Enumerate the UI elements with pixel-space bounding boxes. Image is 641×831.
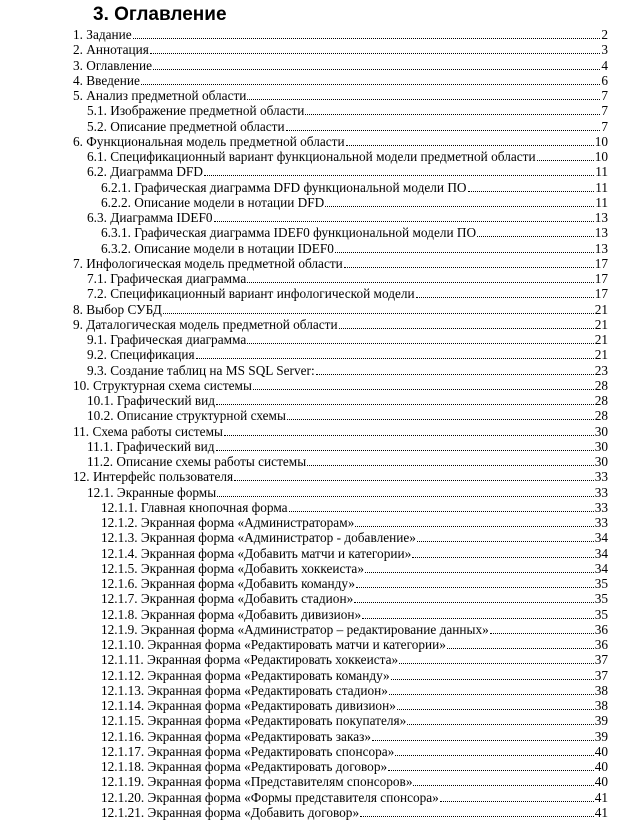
toc-entry-page-number: 34 xyxy=(594,530,608,546)
toc-entry[interactable] xyxy=(73,58,608,73)
toc-entry-label: 6.2. Диаграмма DFD xyxy=(87,164,203,180)
dot-leader xyxy=(224,435,594,436)
dot-leader xyxy=(305,114,600,115)
dot-leader xyxy=(344,267,594,268)
toc-entry-label: 6.2.1. Графическая диаграмма DFD функциональной модели ПО xyxy=(101,179,467,195)
toc-entry-label: 11.1. Графический вид xyxy=(87,438,215,454)
dot-leader xyxy=(316,374,594,375)
dot-leader xyxy=(417,541,594,542)
toc-entry-page-number: 30 xyxy=(594,454,608,469)
dot-leader xyxy=(214,221,594,222)
toc-entry-label: 6.1. Спецификационный вариант функциональной модели предметной области xyxy=(87,149,536,164)
toc-entry-label: 12.1.7. Экранная форма «Добавить стадион» xyxy=(101,591,354,607)
dot-leader xyxy=(247,99,600,100)
dot-leader xyxy=(372,740,594,741)
dot-leader xyxy=(234,480,594,481)
dot-leader xyxy=(395,755,593,756)
toc-entry-label: 9. Даталогическая модель предметной области xyxy=(73,316,338,332)
toc-entry-page-number: 40 xyxy=(594,743,608,759)
toc-entry[interactable] xyxy=(87,408,608,423)
toc-entry-page-number: 7 xyxy=(601,88,608,103)
dot-leader xyxy=(440,801,594,802)
toc-entry-label: 6. Функциональная модель предметной области xyxy=(73,133,345,149)
toc-entry-label: 12.1.18. Экранная форма «Редактировать договор» xyxy=(101,759,388,774)
dot-leader xyxy=(204,175,594,176)
toc-entry-label: 12.1.13. Экранная форма «Редактировать стадион» xyxy=(101,682,388,698)
dot-leader xyxy=(391,679,594,680)
toc-entry-page-number: 23 xyxy=(594,362,608,378)
toc-entry-page-number: 28 xyxy=(594,393,608,408)
toc-entry-label: 12.1.6. Экранная форма «Добавить команду» xyxy=(101,576,356,591)
dot-leader xyxy=(286,130,601,131)
toc-entry-page-number: 6 xyxy=(601,72,608,88)
toc-entry-label: 12.1.17. Экранная форма «Редактировать спонсора» xyxy=(101,743,395,759)
toc-entry-label: 5.1. Изображение предметной области xyxy=(87,103,305,119)
toc-entry-label: 12.1.4. Экранная форма «Добавить матчи и категории» xyxy=(101,545,412,561)
toc-entry-label: 12.1.15. Экранная форма «Редактировать покупателя» xyxy=(101,713,407,729)
page-title: 3. Оглавление xyxy=(93,4,227,25)
toc-entry-page-number: 21 xyxy=(594,301,608,317)
toc-entry-label: 4. Введение xyxy=(73,72,140,88)
toc-entry-label: 6.3. Диаграмма IDEF0 xyxy=(87,210,213,225)
toc-entry-page-number: 17 xyxy=(594,255,608,271)
toc-entry[interactable] xyxy=(101,713,608,728)
toc-entry-label: 6.3.2. Описание модели в нотации IDEF0 xyxy=(101,240,334,256)
toc-entry-label: 8. Выбор СУБД xyxy=(73,301,162,317)
toc-entry[interactable] xyxy=(101,195,608,210)
toc-entry[interactable] xyxy=(101,241,608,256)
toc-entry-page-number: 34 xyxy=(594,545,608,561)
toc-entry[interactable] xyxy=(101,515,608,530)
toc-entry-page-number: 3 xyxy=(601,42,608,58)
toc-entry[interactable] xyxy=(87,286,608,301)
dot-leader xyxy=(399,663,594,664)
toc-entry-page-number: 35 xyxy=(594,591,608,607)
toc-entry[interactable] xyxy=(87,485,608,500)
dot-leader xyxy=(447,648,594,649)
toc-entry-page-number: 21 xyxy=(594,332,608,347)
dot-leader xyxy=(216,450,594,451)
dot-leader xyxy=(287,419,594,420)
toc-entry-label: 12.1.19. Экранная форма «Представителям спонсоров» xyxy=(101,774,413,790)
dot-leader xyxy=(413,785,593,786)
dot-leader xyxy=(163,313,594,314)
toc-entry-label: 7.2. Спецификационный вариант инфологической модели xyxy=(87,286,415,302)
toc-entry-label: 12.1.2. Экранная форма «Администраторам» xyxy=(101,515,355,530)
toc-entry-label: 12.1.8. Экранная форма «Добавить дивизион» xyxy=(101,606,362,622)
toc-entry-page-number: 21 xyxy=(594,347,608,363)
toc-entry-label: 12.1.11. Экранная форма «Редактировать хоккеиста» xyxy=(101,652,399,668)
toc-entry[interactable] xyxy=(87,332,608,347)
toc-entry-page-number: 34 xyxy=(594,560,608,576)
dot-leader xyxy=(389,694,594,695)
dot-leader xyxy=(537,160,594,161)
dot-leader xyxy=(253,389,594,390)
toc-entry-label: 12.1. Экранные формы xyxy=(87,484,217,500)
toc-entry-label: 12.1.3. Экранная форма «Администратор - добавление» xyxy=(101,530,416,546)
dot-leader xyxy=(356,587,594,588)
toc-entry-label: 10.2. Описание структурной схемы xyxy=(87,408,286,424)
toc-entry-label: 6.2.2. Описание модели в нотации DFD xyxy=(101,194,325,210)
toc-entry[interactable] xyxy=(101,530,608,545)
toc-entry-page-number: 10 xyxy=(594,133,608,149)
toc-entry-page-number: 4 xyxy=(601,57,608,73)
toc-entry-page-number: 33 xyxy=(594,515,608,530)
toc-entry[interactable] xyxy=(101,668,608,683)
toc-entry-label: 7.1. Графическая диаграмма xyxy=(87,271,247,286)
toc-entry[interactable] xyxy=(101,683,608,698)
dot-leader xyxy=(153,69,600,70)
toc-entry[interactable] xyxy=(73,424,608,439)
toc-entry[interactable] xyxy=(73,88,608,103)
toc-entry-page-number: 39 xyxy=(594,728,608,744)
toc-entry-label: 9.1. Графическая диаграмма xyxy=(87,332,247,347)
toc-entry-page-number: 28 xyxy=(594,377,608,393)
toc-entry-label: 12.1.14. Экранная форма «Редактировать дивизион» xyxy=(101,698,396,713)
dot-leader xyxy=(339,328,594,329)
toc-entry[interactable] xyxy=(73,256,608,271)
toc-entry-page-number: 7 xyxy=(601,103,608,119)
toc-entry[interactable] xyxy=(101,744,608,759)
toc-entry-page-number: 30 xyxy=(594,423,608,439)
toc-entry-page-number: 39 xyxy=(594,713,608,729)
dot-leader xyxy=(196,358,594,359)
dot-leader xyxy=(150,53,601,54)
toc-entry[interactable] xyxy=(87,454,608,469)
toc-entry-page-number: 36 xyxy=(594,637,608,652)
toc-entry-page-number: 30 xyxy=(594,438,608,454)
toc-entry[interactable] xyxy=(73,469,608,484)
toc-entry[interactable] xyxy=(101,591,608,606)
toc-entry[interactable] xyxy=(101,790,608,805)
toc-entry-label: 12.1.20. Экранная форма «Формы представителя спонсора» xyxy=(101,789,439,805)
toc-entry[interactable] xyxy=(87,103,608,118)
toc-entry-page-number: 37 xyxy=(594,652,608,668)
toc-entry-label: 7. Инфологическая модель предметной области xyxy=(73,255,343,271)
toc-entry[interactable] xyxy=(101,774,608,789)
toc-entry-label: 5.2. Описание предметной области xyxy=(87,118,285,134)
dot-leader xyxy=(247,282,593,283)
dot-leader xyxy=(217,496,594,497)
toc-entry-page-number: 40 xyxy=(594,759,608,774)
toc-entry-label: 12.1.12. Экранная форма «Редактировать команду» xyxy=(101,667,390,683)
toc-entry-page-number: 13 xyxy=(594,225,608,241)
toc-entry[interactable] xyxy=(87,363,608,378)
toc-entry-label: 12.1.10. Экранная форма «Редактировать матчи и категории» xyxy=(101,637,446,652)
toc-entry-label: 3. Оглавление xyxy=(73,57,152,73)
toc-entry-page-number: 11 xyxy=(595,179,608,195)
toc-entry[interactable] xyxy=(101,805,608,820)
toc-entry[interactable] xyxy=(87,210,608,225)
toc-entry[interactable] xyxy=(101,698,608,713)
toc-entry-page-number: 41 xyxy=(594,789,608,805)
toc-entry[interactable] xyxy=(73,317,608,332)
dot-leader xyxy=(360,816,594,817)
toc-entry[interactable] xyxy=(101,546,608,561)
toc-entry[interactable] xyxy=(87,119,608,134)
toc-entry-page-number: 13 xyxy=(594,210,608,225)
toc-entry-label: 9.3. Создание таблиц на MS SQL Server: xyxy=(87,362,315,378)
dot-leader xyxy=(307,465,594,466)
toc-entry-page-number: 21 xyxy=(594,316,608,332)
toc-entry-label: 12.1.16. Экранная форма «Редактировать заказ» xyxy=(101,728,372,744)
toc-entry-label: 1. Задание xyxy=(73,27,132,42)
toc-entry-page-number: 11 xyxy=(595,164,608,180)
dot-leader xyxy=(468,191,595,192)
toc-entry-label: 12.1.9. Экранная форма «Администратор – редактирование данных» xyxy=(101,621,489,637)
toc-entry[interactable] xyxy=(101,729,608,744)
toc-entry-label: 10.1. Графический вид xyxy=(87,393,216,408)
toc-entry[interactable] xyxy=(87,393,608,408)
toc-entry[interactable] xyxy=(101,637,608,652)
toc-entry-label: 12.1.5. Экранная форма «Добавить хоккеиста» xyxy=(101,560,364,576)
toc-entry-page-number: 38 xyxy=(594,682,608,698)
toc-entry-label: 12.1.1. Главная кнопочная форма xyxy=(101,499,288,515)
dot-leader xyxy=(477,236,594,237)
toc-entry[interactable] xyxy=(101,225,608,240)
dot-leader xyxy=(325,206,594,207)
dot-leader xyxy=(346,145,594,146)
toc-entry-page-number: 13 xyxy=(594,240,608,256)
toc-entry[interactable] xyxy=(87,164,608,179)
toc-entry[interactable] xyxy=(101,561,608,576)
toc-entry-page-number: 35 xyxy=(594,606,608,622)
toc-entry-page-number: 11 xyxy=(595,194,608,210)
toc-entry-label: 2. Аннотация xyxy=(73,42,149,58)
toc-entry-label: 6.3.1. Графическая диаграмма IDEF0 функциональной модели ПО xyxy=(101,225,477,241)
toc-entry[interactable] xyxy=(87,347,608,362)
toc-entry-label: 11. Схема работы системы xyxy=(73,423,223,439)
toc-entry-page-number: 17 xyxy=(594,286,608,302)
dot-leader xyxy=(289,511,594,512)
toc-entry-label: 10. Структурная схема системы xyxy=(73,377,252,393)
toc-entry[interactable] xyxy=(87,439,608,454)
toc-entry[interactable] xyxy=(73,73,608,88)
toc-entry[interactable] xyxy=(73,42,608,57)
dot-leader xyxy=(388,770,594,771)
toc-entry-page-number: 36 xyxy=(594,621,608,637)
toc-entry-label: 11.2. Описание схемы работы системы xyxy=(87,454,307,469)
dot-leader xyxy=(247,343,593,344)
toc-entry[interactable] xyxy=(87,149,608,164)
toc-entry-page-number: 10 xyxy=(594,149,608,164)
toc-entry[interactable] xyxy=(101,759,608,774)
dot-leader xyxy=(397,709,594,710)
dot-leader xyxy=(365,572,594,573)
toc-entry-page-number: 7 xyxy=(601,118,608,134)
dot-leader xyxy=(355,526,593,527)
toc-entry[interactable] xyxy=(101,576,608,591)
toc-entry[interactable] xyxy=(73,302,608,317)
toc-entry[interactable] xyxy=(101,180,608,195)
toc-entry[interactable] xyxy=(73,27,608,42)
dot-leader xyxy=(216,404,594,405)
toc-entry-page-number: 35 xyxy=(594,576,608,591)
toc-entry[interactable] xyxy=(73,378,608,393)
dot-leader xyxy=(133,38,601,39)
dot-leader xyxy=(412,557,593,558)
toc-entry-page-number: 28 xyxy=(594,408,608,424)
toc-entry-page-number: 37 xyxy=(594,667,608,683)
toc-entry-page-number: 33 xyxy=(594,469,608,485)
toc-entry-page-number: 33 xyxy=(594,484,608,500)
toc-entry-page-number: 2 xyxy=(601,27,608,42)
dot-leader xyxy=(335,252,594,253)
toc-entry-page-number: 40 xyxy=(594,774,608,790)
toc-entry-page-number: 17 xyxy=(594,271,608,286)
toc-entry[interactable] xyxy=(101,622,608,637)
dot-leader xyxy=(362,618,594,619)
toc-entry[interactable] xyxy=(101,500,608,515)
toc-entry-label: 12.1.21. Экранная форма «Добавить договор» xyxy=(101,804,360,820)
toc-entry[interactable] xyxy=(87,271,608,286)
toc-entry-page-number: 33 xyxy=(594,499,608,515)
toc-entry-page-number: 41 xyxy=(594,804,608,820)
dot-leader xyxy=(354,602,593,603)
toc-entry[interactable] xyxy=(101,652,608,667)
toc-entry-label: 9.2. Спецификация xyxy=(87,347,195,363)
toc-entry-label: 5. Анализ предметной области xyxy=(73,88,247,103)
toc-entry-label: 12. Интерфейс пользователя xyxy=(73,469,234,485)
dot-leader xyxy=(490,633,594,634)
toc-entry-page-number: 38 xyxy=(594,698,608,713)
toc-entry[interactable] xyxy=(73,134,608,149)
dot-leader xyxy=(141,84,600,85)
dot-leader xyxy=(416,297,594,298)
toc-entry[interactable] xyxy=(101,607,608,622)
dot-leader xyxy=(407,724,593,725)
